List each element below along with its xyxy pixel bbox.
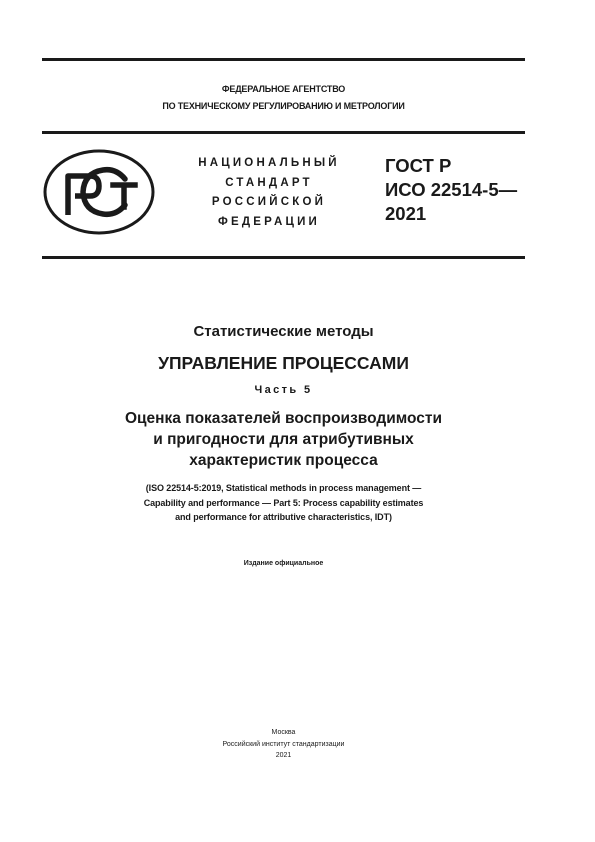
main-title: УПРАВЛЕНИЕ ПРОЦЕССАМИ xyxy=(158,353,409,373)
national-standard-label xyxy=(178,154,360,232)
agency-line-1: ФЕДЕРАЛЬНОЕ АГЕНТСТВО xyxy=(221,84,346,94)
iso-reference-line-3: and performance for attributive characteristics, IDT) xyxy=(175,512,392,522)
iso-reference xyxy=(42,481,525,525)
designation-line-3: 2021 xyxy=(385,203,427,224)
part-label: Часть 5 xyxy=(254,384,313,396)
national-standard-line-1: НАЦИОНАЛЬНЫЙ xyxy=(198,157,340,169)
title-block-rule xyxy=(42,256,525,259)
top-rule xyxy=(42,58,525,61)
subtitle-line-3: характеристик процесса xyxy=(189,452,378,469)
national-standard-line-4: ФЕДЕРАЦИИ xyxy=(217,215,321,228)
imprint-city: Москва xyxy=(271,729,296,736)
series-title: Статистические методы xyxy=(193,323,374,340)
national-standard-line-2: СТАНДАРТ xyxy=(225,176,313,189)
agency-line-2: ПО ТЕХНИЧЕСКОМУ РЕГУЛИРОВАНИЮ И МЕТРОЛОГИИ xyxy=(162,101,405,111)
subtitle-line-2: и пригодности для атрибутивных xyxy=(153,431,414,448)
imprint xyxy=(42,727,525,762)
iso-reference-line-2: Capability and performance — Part 5: Process capability estimates xyxy=(143,497,424,508)
imprint-year: 2021 xyxy=(275,752,292,759)
designation-line-1: ГОСТ Р xyxy=(385,155,452,176)
iso-reference-line-1: (ISO 22514-5:2019, Statistical methods in process management — xyxy=(145,483,422,493)
subtitle xyxy=(42,408,525,471)
rst-certification-mark-icon xyxy=(43,149,155,235)
standard-designation xyxy=(385,154,535,226)
national-standard-line-3: РОССИЙСКОЙ xyxy=(211,196,327,208)
imprint-publisher: Российский институт стандартизации xyxy=(222,740,345,748)
designation-line-2: ИСО 22514-5— xyxy=(385,179,518,200)
edition-label: Издание официальное xyxy=(243,560,324,567)
header-rule xyxy=(42,131,525,134)
subtitle-line-1: Оценка показателей воспроизводимости xyxy=(124,410,443,427)
